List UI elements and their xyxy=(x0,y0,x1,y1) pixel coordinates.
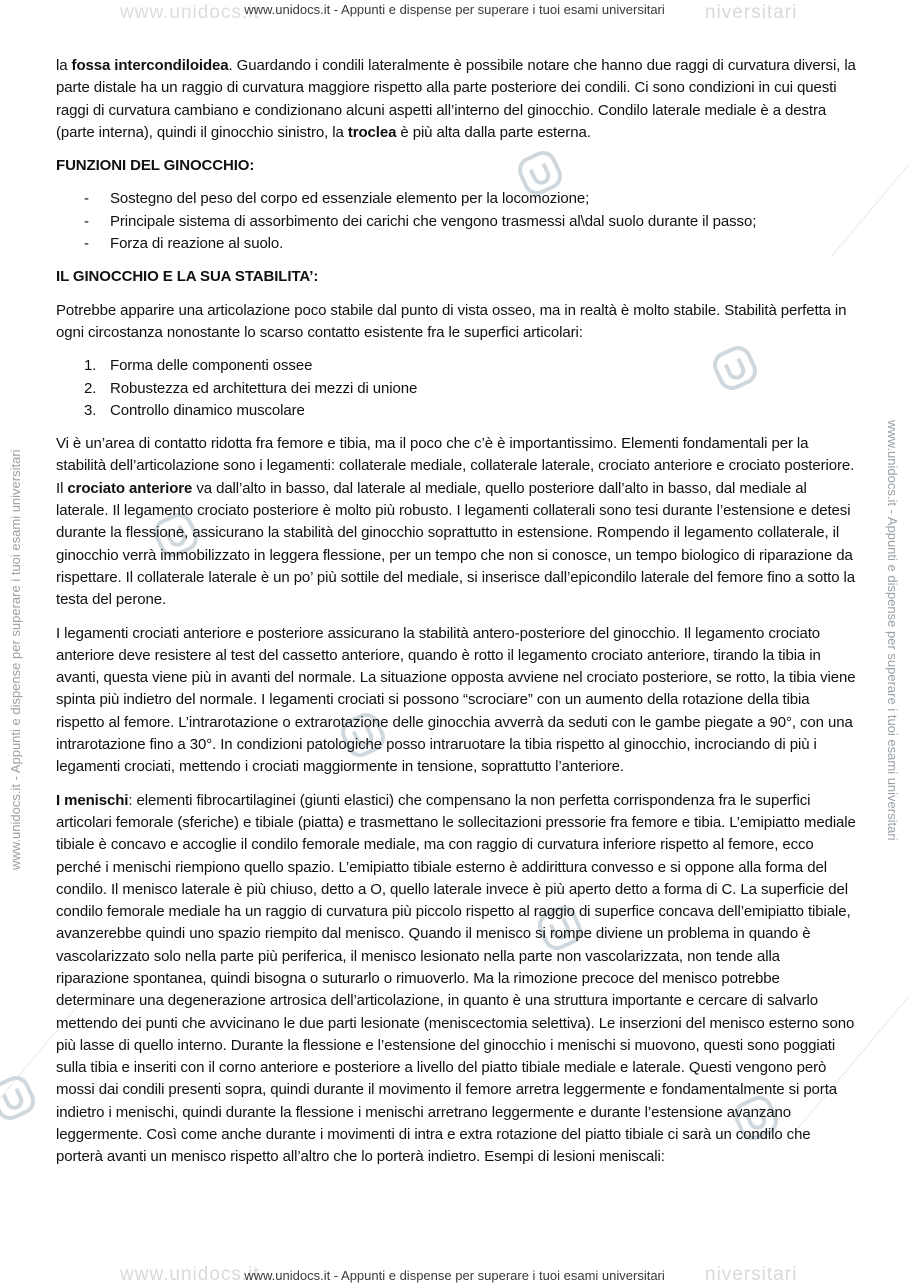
ligaments-text: Vi è un’area di contatto ridotta fra femore e tibia, ma il poco che c’è è importantissimo. Elementi fondamentali per la stabilità dell’articolazione sono i legamenti: collaterale mediale, collaterale laterale, crociato anteriore e crociato posteriore. Il xyxy=(56,435,855,497)
list-item-text: Forma delle componenti ossee xyxy=(110,357,313,375)
list-number: 3. xyxy=(84,401,97,419)
menisci-text: : elementi fibrocartilaginei (giunti elastici) che compensano la non perfetta corrispondenza fra le superfici articolari femorale (sferiche) e tibiale (piatta) e trasmettano le sollecitazioni pressorie fra femore e tibia. L’emipiatto mediale tibiale è concavo e accoglie il condilo femorale mediale, ma con raggio di curvatura inferiore rispetto al femore, ecco perché i menischi riempiono quello spazio. L’emipiatto tibiale esterno è addirittura convesso e si oppone alla forma del condilo. Il menisco laterale è più chiuso, detto a O, quello laterale invece è più aperto detto a forma di C. La superficie del condilo femorale mediale ha un raggio di curvatura più piccolo rispetto al raggio di superfice concava dell’emipiatto tibiale, avanzerebbe quindi uno spazio riempito dal menisco. Quando il menisco si rompe diviene un problema in quando è vascolarizzato solo nella parte più periferica, il menisco lesionato nella parte non vascolarizzata, non tende alla riparazione spontanea, quindi bisogna o suturarlo o rimuoverlo. Ma la rimozione precoce del menisco potrebbe determinare una degenerazione artrosica dell’articolazione, in quanto è una struttura importante e cercare di salvarlo mettendo dei punti che avvicinano le due parti lesionate (meniscectomia selettiva). Le inserzioni del menisco esterno sono più lasse di quello interno. Durante la flessione e l’estensione del ginocchio i menischi si muovono, questi sono poggiati sulla tibia e inseriti con il corno anteriore e posteriore a livello del piatto tibiale mediale e laterale. Questi vengono però mossi dai condili presenti sopra, quindi durante il movimento il femore arretra leggermente e fondamentalmente si porta indietro i menischi, quindi durante la flessione i menischi arretrano leggermente e durante l’estensione avanzano leggermente. Così come anche durante i movimenti di intra e extra rotazione del piatto tibiale ci sarà un condilo che porterà avanti un menisco rispetto all’altro che lo porterà indietro. Esempi di lesioni meniscali: xyxy=(56,791,856,1166)
stability-list xyxy=(56,355,856,422)
list-item xyxy=(56,400,856,422)
dash-marker: - xyxy=(84,190,89,208)
dash-marker: - xyxy=(84,212,89,230)
stability-intro: Potrebbe apparire una articolazione poco stabile dal punto di vista osseo, ma in realtà è molto stabile. Stabilità perfetta in ogni circostanza nonostante lo scarso contatto esistente fra le superfici articolari: xyxy=(56,301,847,341)
list-item xyxy=(56,378,856,400)
intro-text: . Guardando i condili lateralmente è possibile notare che hanno due raggi di curvatura diversi, la parte distale ha un raggio di curvatura maggiore rispetto alla parte posteriore dei condili. Ci sono condizioni in cui questi raggi di curvatura cambiano e condizionano alcuni aspetti all’interno del ginocchio. Condilo laterale mediale è a destra (parte interna), quindi il ginocchio sinistro, la xyxy=(56,57,856,141)
menisci-bold-term: I menischi xyxy=(56,791,129,809)
list-item xyxy=(56,188,856,210)
intro-paragraph xyxy=(56,55,856,144)
footer-watermark-faded: www.unidocs.it xyxy=(120,1264,260,1285)
dash-marker: - xyxy=(84,235,89,253)
header-watermark-faded-right: niversitari xyxy=(705,2,798,23)
list-number: 2. xyxy=(84,379,97,397)
footer-watermark-faded-right: niversitari xyxy=(705,1264,798,1285)
intro-bold-troclea: troclea xyxy=(347,123,397,141)
ligaments-paragraph xyxy=(56,433,856,611)
right-side-watermark: www.unidocs.it - Appunti e dispense per superare i tuoi esami universitari xyxy=(885,420,900,841)
section-heading-stability: IL GINOCCHIO E LA SUA STABILITA’: xyxy=(56,268,319,286)
intro-lead: la xyxy=(56,57,72,74)
list-item-text: Robustezza ed architettura dei mezzi di unione xyxy=(110,379,418,397)
list-item-text: Controllo dinamico muscolare xyxy=(110,401,305,419)
cruciate-paragraph: I legamenti crociati anteriore e posteriore assicurano la stabilità antero-posteriore del ginocchio. Il legamento crociato anteriore deve resistere al test del cassetto anteriore, quando è rotto il legamento crociato anteriore, tirando la tibia in avanti, questa viene più in avanti del normale. La situazione opposta avviene nel crociato posteriore, se rotto, la tibia viene spinta più indietro del normale. I legamenti crociati si possono “scrociare” con un aumento della rotazione della tibia rispetto al femore. L’intrarotazione o extrarotazione delle ginocchia avverrà da seduti con le gambe piegate a 90°, con una intrarotazione fino a 30°. In condizioni patologiche posso intraruotare la tibia rispetto al ginocchio, incrociando di più i legamenti crociati, mettendo i crociati maggiormente in tensione, soprattutto l’anteriore. xyxy=(56,624,856,776)
list-item-text: Forza di reazione al suolo. xyxy=(110,235,284,253)
functions-list xyxy=(56,188,856,255)
list-item xyxy=(56,355,856,377)
list-item-text: Sostegno del peso del corpo ed essenziale elemento per la locomozione; xyxy=(110,190,590,208)
left-side-watermark: www.unidocs.it - Appunti e dispense per superare i tuoi esami universitari xyxy=(8,449,23,870)
list-item xyxy=(56,211,856,233)
page-header-watermark: www.unidocs.it - Appunti e dispense per superare i tuoi esami universitari xyxy=(244,2,665,17)
intro-text-end: è più alta dalla parte esterna. xyxy=(396,123,591,141)
ligaments-text-end: va dall’alto in basso, dal laterale al mediale, quello posteriore dall’alto in basso, dal mediale al laterale. Il legamento crociato posteriore è molto più robusto. I legamenti collaterali sono tesi durante l’estensione e detesi durante la flessione, assicurano la stabilità del ginocchio soprattutto in estensione. Rompendo il legamento collaterale, il ginocchio verrà immobilizzato in leggera flessione, per un tempo che non si conosce, un tempo biologico di riparazione da rispettare. Il collaterale laterale è un po’ più sottile del mediale, si inserisce dall’epicondilo laterale del femore fino a sotto la testa del perone. xyxy=(56,479,855,609)
section-heading-functions: FUNZIONI DEL GINOCCHIO: xyxy=(56,157,255,175)
document-body xyxy=(56,55,856,1180)
menisci-paragraph xyxy=(56,790,856,1169)
ligaments-bold-term: crociato anteriore xyxy=(67,479,193,497)
header-watermark-faded: www.unidocs.it xyxy=(120,2,260,23)
list-number: 1. xyxy=(84,357,97,375)
unidocs-logo-icon xyxy=(0,1075,36,1121)
intro-bold-term: fossa intercondiloidea xyxy=(71,57,229,74)
list-item-text: Principale sistema di assorbimento dei carichi che vengono trasmessi al\dal suolo durante il passo; xyxy=(110,212,757,230)
page-footer-watermark: www.unidocs.it - Appunti e dispense per superare i tuoi esami universitari xyxy=(244,1268,665,1283)
list-item xyxy=(56,233,856,255)
